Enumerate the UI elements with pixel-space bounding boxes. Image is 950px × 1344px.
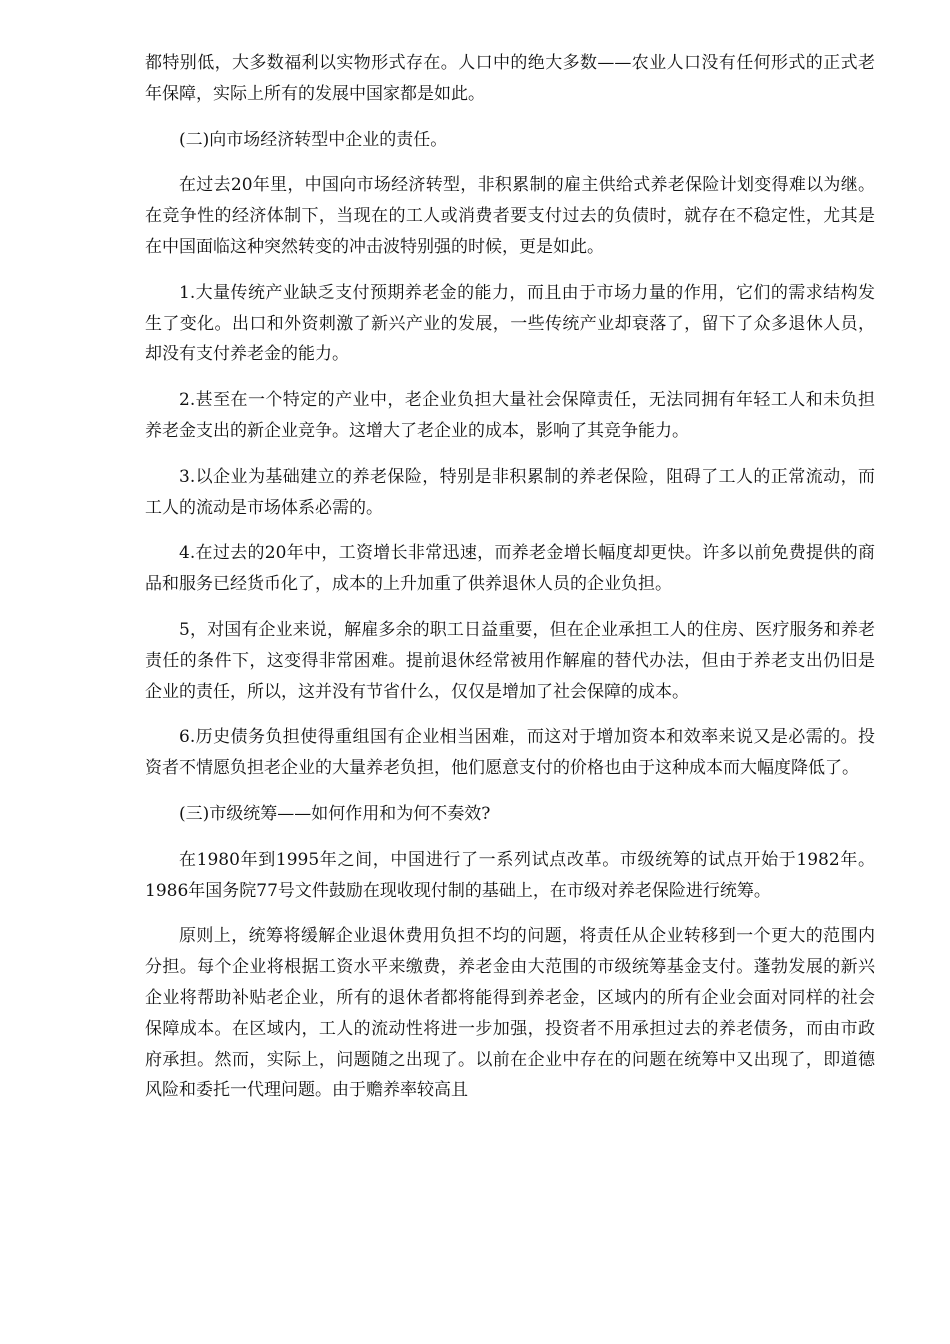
paragraph-point-2: 2.甚至在一个特定的产业中，老企业负担大量社会保障责任，无法同拥有年轻工人和未负担养老金支出的新企业竞争。这增大了老企业的成本，影响了其竞争能力。 [145, 390, 875, 441]
paragraph-point-1: 1.大量传统产业缺乏支付预期养老金的能力，而且由于市场力量的作用，它们的需求结构发生了变化。出口和外资刺激了新兴产业的发展，一些传统产业却衰落了，留下了众多退休人员，却没有支付养老金的能力。 [145, 282, 875, 365]
paragraph-point-4: 4.在过去的20年中，工资增长非常迅速，而养老金增长幅度却更快。许多以前免费提供的商品和服务已经货币化了，成本的上升加重了供养退休人员的企业负担。 [145, 543, 875, 595]
paragraph-point-5: 5，对国有企业来说，解雇多余的职工日益重要，但在企业承担工人的住房、医疗服务和养老责任的条件下，这变得非常困难。提前退休经常被用作解雇的替代办法，但由于养老支出仍旧是企业的责任，所以，这并没有节省什么，仅仅是增加了社会保障的成本。 [145, 619, 875, 702]
paragraph-point-6: 6.历史债务负担使得重组国有企业相当困难，而这对于增加资本和效率来说又是必需的。投资者不情愿负担老企业的大量养老负担，他们愿意支付的价格也由于这种成本而大幅度降低了。 [145, 727, 875, 779]
paragraph-intro: 在过去20年里，中国向市场经济转型，非积累制的雇主供给式养老保险计划变得难以为继。在竞争性的经济体制下，当现在的工人或消费者要支付过去的负债时，就存在不稳定性，尤其是在中国面临这种突然转变的冲击波特别强的时候，更是如此。 [145, 175, 875, 257]
paragraph-principle: 原则上，统筹将缓解企业退休费用负担不均的问题，将责任从企业转移到一个更大的范围内分担。每个企业将根据工资水平来缴费，养老金由大范围的市级统筹基金支付。蓬勃发展的新兴企业将帮助补贴老企业，所有的退休者都将能得到养老金，区域内的所有企业会面对同样的社会保障成本。在区域内，工人的流动性将进一步加强，投资者不用承担过去的养老债务，而由市政府承担。然而，实际上，问题随之出现了。以前在企业中存在的问题在统筹中又出现了，即道德风险和委托一代理问题。由于赡养率较高且 [145, 926, 875, 1101]
paragraph-point-3: 3.以企业为基础建立的养老保险，特别是非积累制的养老保险，阻碍了工人的正常流动，而工人的流动是市场体系必需的。 [145, 466, 875, 518]
paragraph-continuation: 都特别低，大多数福利以实物形式存在。人口中的绝大多数——农业人口没有任何形式的正式老年保障，实际上所有的发展中国家都是如此。 [145, 53, 875, 104]
section-heading-3: (三)市级统筹——如何作用和为何不奏效? [179, 803, 491, 824]
section-heading-2: (二)向市场经济转型中企业的责任。 [179, 129, 448, 150]
paragraph-reforms: 在1980年到1995年之间，中国进行了一系列试点改革。市级统筹的试点开始于1982年。1986年国务院77号文件鼓励在现收现付制的基础上，在市级对养老保险进行统筹。 [145, 849, 875, 901]
document-body [145, 48, 875, 1121]
